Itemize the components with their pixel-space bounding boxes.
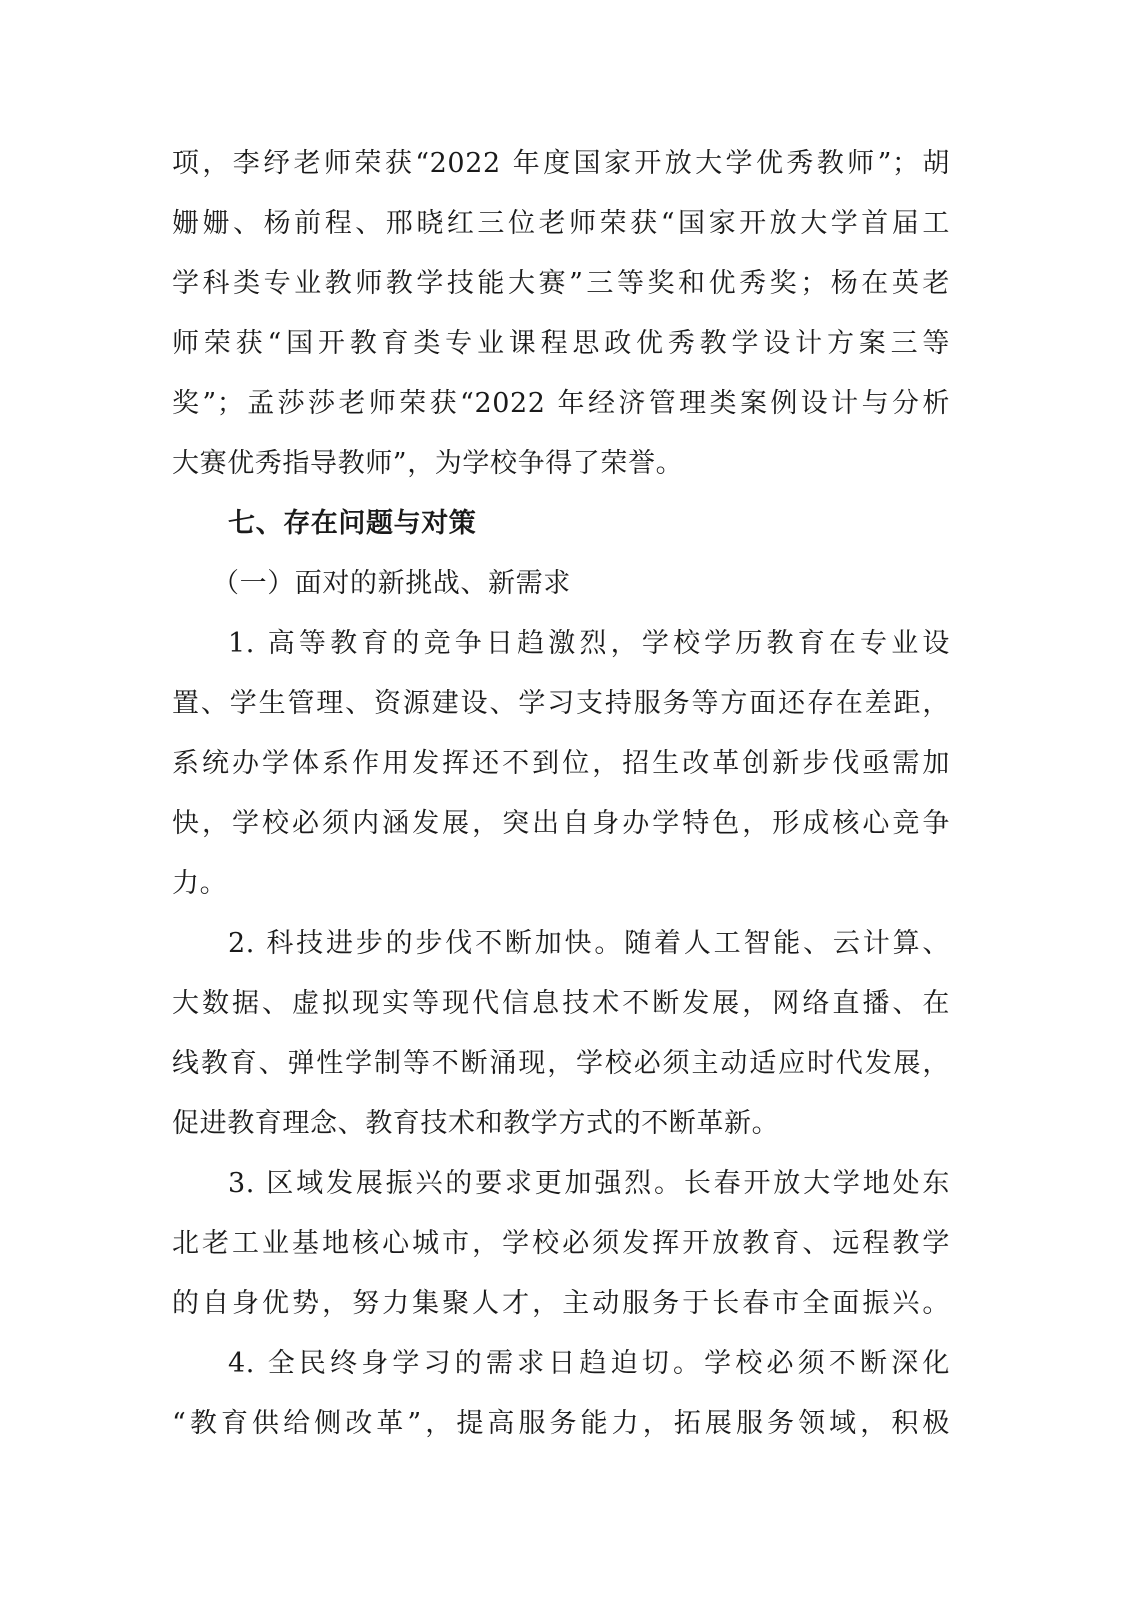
paragraph-line: 力。 bbox=[172, 868, 228, 899]
paragraph-line: 促进教育理念、教育技术和教学方式的不断革新。 bbox=[172, 1108, 780, 1139]
paragraph-line: 姗姗、杨前程、邢晓红三位老师荣获“国家开放大学首届工 bbox=[172, 208, 950, 239]
paragraph-line: “教育供给侧改革”，提高服务能力，拓展服务领域，积极 bbox=[172, 1408, 950, 1439]
paragraph-line: 奖”；孟莎莎老师荣获“2022 年经济管理类案例设计与分析 bbox=[172, 388, 950, 419]
paragraph-line: 快，学校必须内涵发展，突出自身办学特色，形成核心竞争 bbox=[172, 808, 950, 839]
subsection-heading: （一）面对的新挑战、新需求 bbox=[212, 568, 571, 599]
paragraph-line: 置、学生管理、资源建设、学习支持服务等方面还存在差距， bbox=[172, 688, 950, 719]
paragraph-line: 大赛优秀指导教师”，为学校争得了荣誉。 bbox=[172, 448, 684, 479]
paragraph-line: 1. 高等教育的竞争日趋激烈，学校学历教育在专业设 bbox=[228, 628, 950, 659]
paragraph-line: 学科类专业教师教学技能大赛”三等奖和优秀奖；杨在英老 bbox=[172, 268, 950, 299]
paragraph-line: 北老工业基地核心城市，学校必须发挥开放教育、远程教学 bbox=[172, 1228, 950, 1259]
paragraph-line: 系统办学体系作用发挥还不到位，招生改革创新步伐亟需加 bbox=[172, 748, 950, 779]
paragraph-line: 大数据、虚拟现实等现代信息技术不断发展，网络直播、在 bbox=[172, 988, 950, 1019]
document-body bbox=[172, 134, 950, 1454]
paragraph-line: 的自身优势，努力集聚人才，主动服务于长春市全面振兴。 bbox=[172, 1288, 950, 1319]
paragraph-line: 项，李纾老师荣获“2022 年度国家开放大学优秀教师”；胡 bbox=[172, 148, 950, 179]
paragraph-line: 线教育、弹性学制等不断涌现，学校必须主动适应时代发展， bbox=[172, 1048, 950, 1079]
section-heading: 七、存在问题与对策 bbox=[228, 508, 477, 539]
paragraph-line: 3. 区域发展振兴的要求更加强烈。长春开放大学地处东 bbox=[228, 1168, 950, 1199]
paragraph-line: 师荣获“国开教育类专业课程思政优秀教学设计方案三等 bbox=[172, 328, 950, 359]
paragraph-line: 2. 科技进步的步伐不断加快。随着人工智能、云计算、 bbox=[228, 928, 950, 959]
paragraph-line: 4. 全民终身学习的需求日趋迫切。学校必须不断深化 bbox=[228, 1348, 950, 1379]
